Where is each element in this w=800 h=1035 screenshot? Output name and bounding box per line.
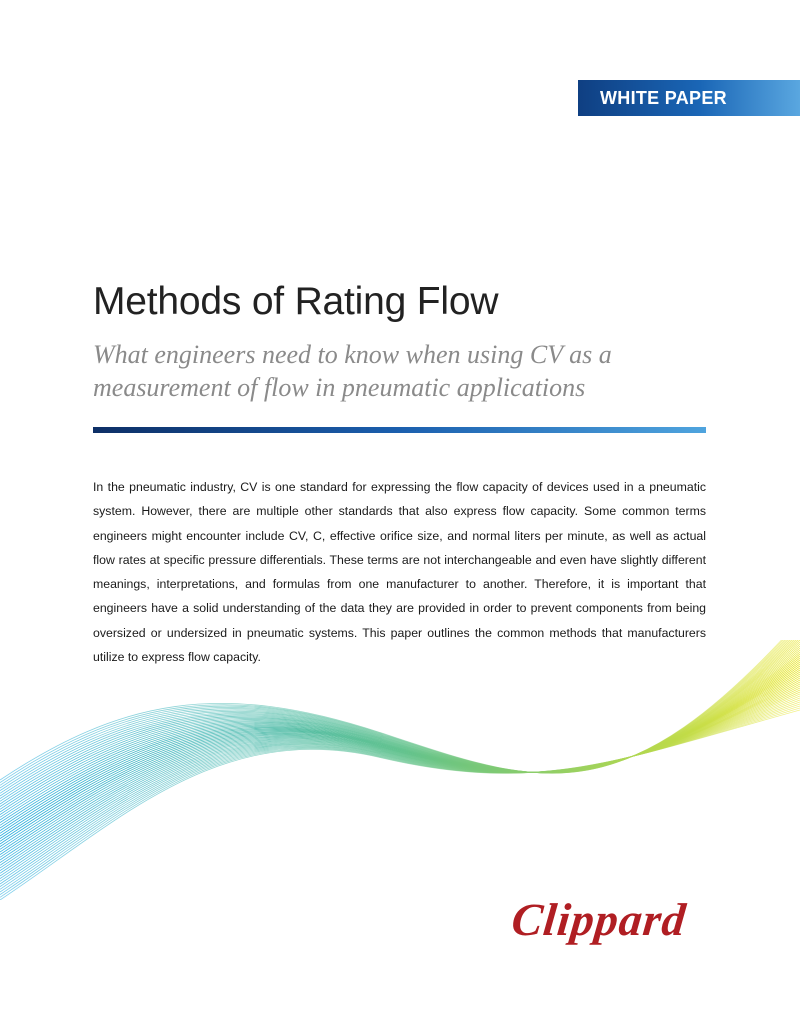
wave-line (0, 640, 800, 791)
document-subtitle: What engineers need to know when using CV as a measurement of flow in pneumatic applications (93, 340, 612, 402)
wave-line (0, 640, 800, 788)
intro-paragraph: In the pneumatic industry, CV is one standard for expressing the flow capacity of devices used in a pneumatic system. However, there are multiple other standards that also express flow capacity. Some common terms engineers might encounter include CV, C, effective orifice size, and normal liters per minute, as well as actual flow rates at specific pressure differentials. These terms are not interchangeable and even have slightly different meanings, interpretations, and formulas from one manufacturer to another. Therefore, it is important that engineers have a solid understanding of the data they are provided in order to prevent components from being oversized or undersized in pneumatic systems. This paper outlines the common methods that manufacturers utilize to express flow capacity. (93, 480, 706, 665)
wave-line (0, 640, 800, 785)
wave-line (0, 688, 800, 871)
wave-line (0, 640, 800, 801)
wave-line (0, 676, 800, 855)
white-paper-badge (578, 80, 800, 116)
wave-line (0, 684, 800, 865)
wave-line (0, 680, 800, 860)
wave-line (0, 640, 800, 793)
wave-line (0, 640, 800, 804)
document-title: Methods of Rating Flow (93, 280, 499, 323)
wave-lines-decoration (0, 640, 800, 900)
badge-label: WHITE PAPER (600, 87, 727, 108)
wave-line (0, 686, 800, 868)
wave-line (0, 640, 800, 796)
clippard-logo: Clippard (509, 894, 689, 945)
wave-line (0, 682, 800, 863)
wave-line (0, 678, 800, 857)
gradient-divider (93, 427, 706, 433)
